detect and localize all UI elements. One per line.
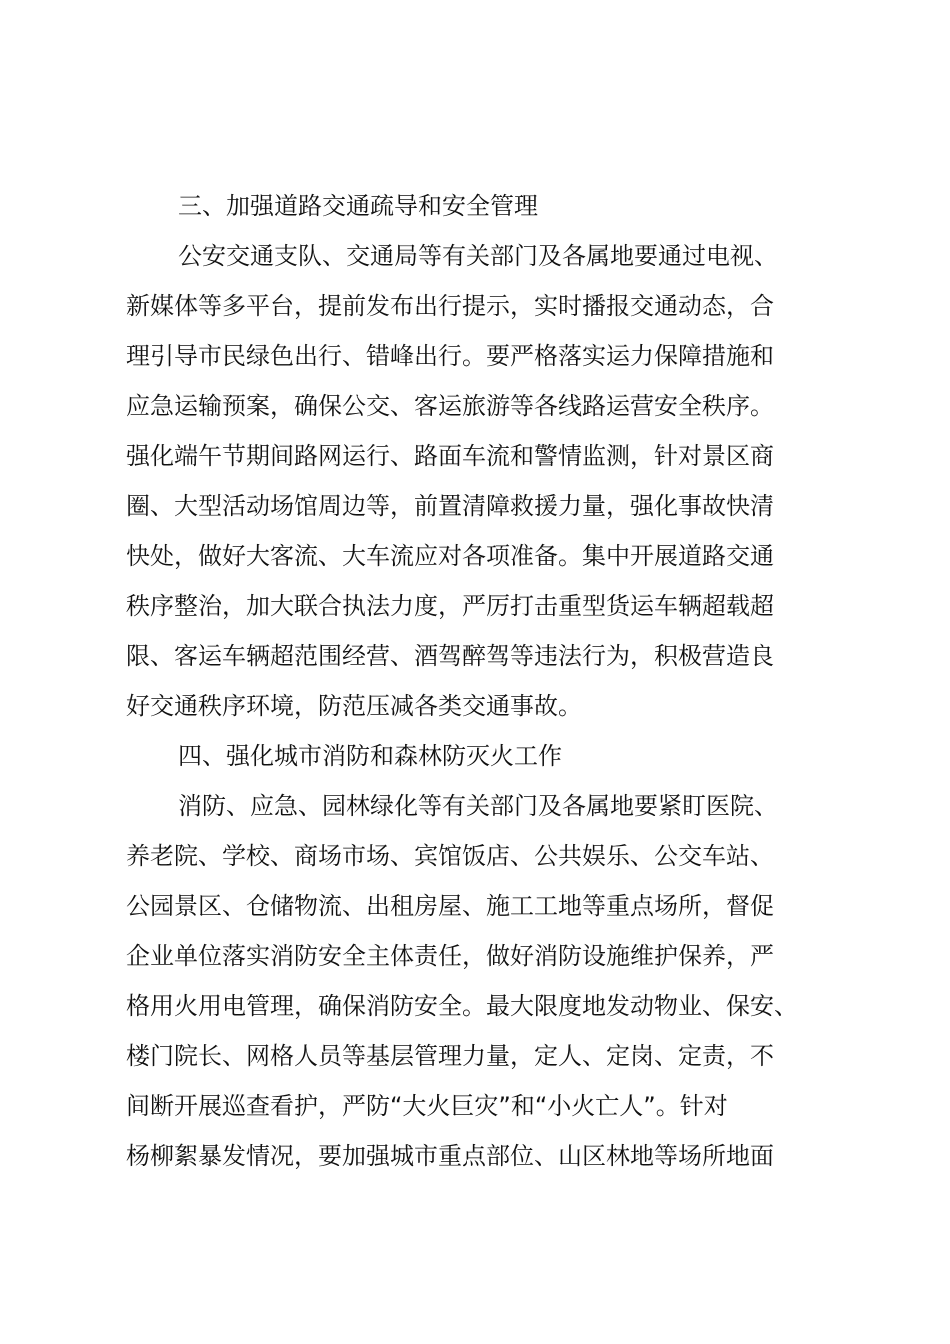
paragraph-line: 企业单位落实消防安全主体责任，做好消防设施维护保养，严 xyxy=(126,942,774,970)
paragraph-line: 公园景区、仓储物流、出租房屋、施工工地等重点场所，督促 xyxy=(126,892,774,920)
paragraph-line: 理引导市民绿色出行、错峰出行。要严格落实运力保障措施和 xyxy=(126,342,774,370)
paragraph-line: 圈、大型活动场馆周边等，前置清障救援力量，强化事故快清 xyxy=(126,492,774,520)
paragraph-line: 公安交通支队、交通局等有关部门及各属地要通过电视、 xyxy=(178,242,778,270)
paragraph-line: 格用火用电管理，确保消防安全。最大限度地发动物业、保安、 xyxy=(126,992,798,1020)
section-heading-traffic: 三、加强道路交通疏导和安全管理 xyxy=(178,192,538,220)
paragraph-line: 间断开展巡查看护，严防“大火巨灾”和“小火亡人”。针对 xyxy=(126,1092,728,1120)
paragraph-line: 养老院、学校、商场市场、宾馆饭店、公共娱乐、公交车站、 xyxy=(126,842,774,870)
paragraph-line: 限、客运车辆超范围经营、酒驾醉驾等违法行为，积极营造良 xyxy=(126,642,774,670)
paragraph-line: 好交通秩序环境，防范压减各类交通事故。 xyxy=(126,692,582,720)
paragraph-line: 强化端午节期间路网运行、路面车流和警情监测，针对景区商 xyxy=(126,442,774,470)
paragraph-line: 楼门院长、网格人员等基层管理力量，定人、定岗、定责，不 xyxy=(126,1042,774,1070)
paragraph-line: 消防、应急、园林绿化等有关部门及各属地要紧盯医院、 xyxy=(178,792,778,820)
paragraph-line: 杨柳絮暴发情况，要加强城市重点部位、山区林地等场所地面 xyxy=(126,1142,774,1170)
paragraph-line: 新媒体等多平台，提前发布出行提示，实时播报交通动态，合 xyxy=(126,292,774,320)
paragraph-line: 快处，做好大客流、大车流应对各项准备。集中开展道路交通 xyxy=(126,542,774,570)
section-heading-fire: 四、强化城市消防和森林防灭火工作 xyxy=(178,742,562,770)
paragraph-line: 秩序整治，加大联合执法力度，严厉打击重型货运车辆超载超 xyxy=(126,592,774,620)
paragraph-line: 应急运输预案，确保公交、客运旅游等各线路运营安全秩序。 xyxy=(126,392,774,420)
